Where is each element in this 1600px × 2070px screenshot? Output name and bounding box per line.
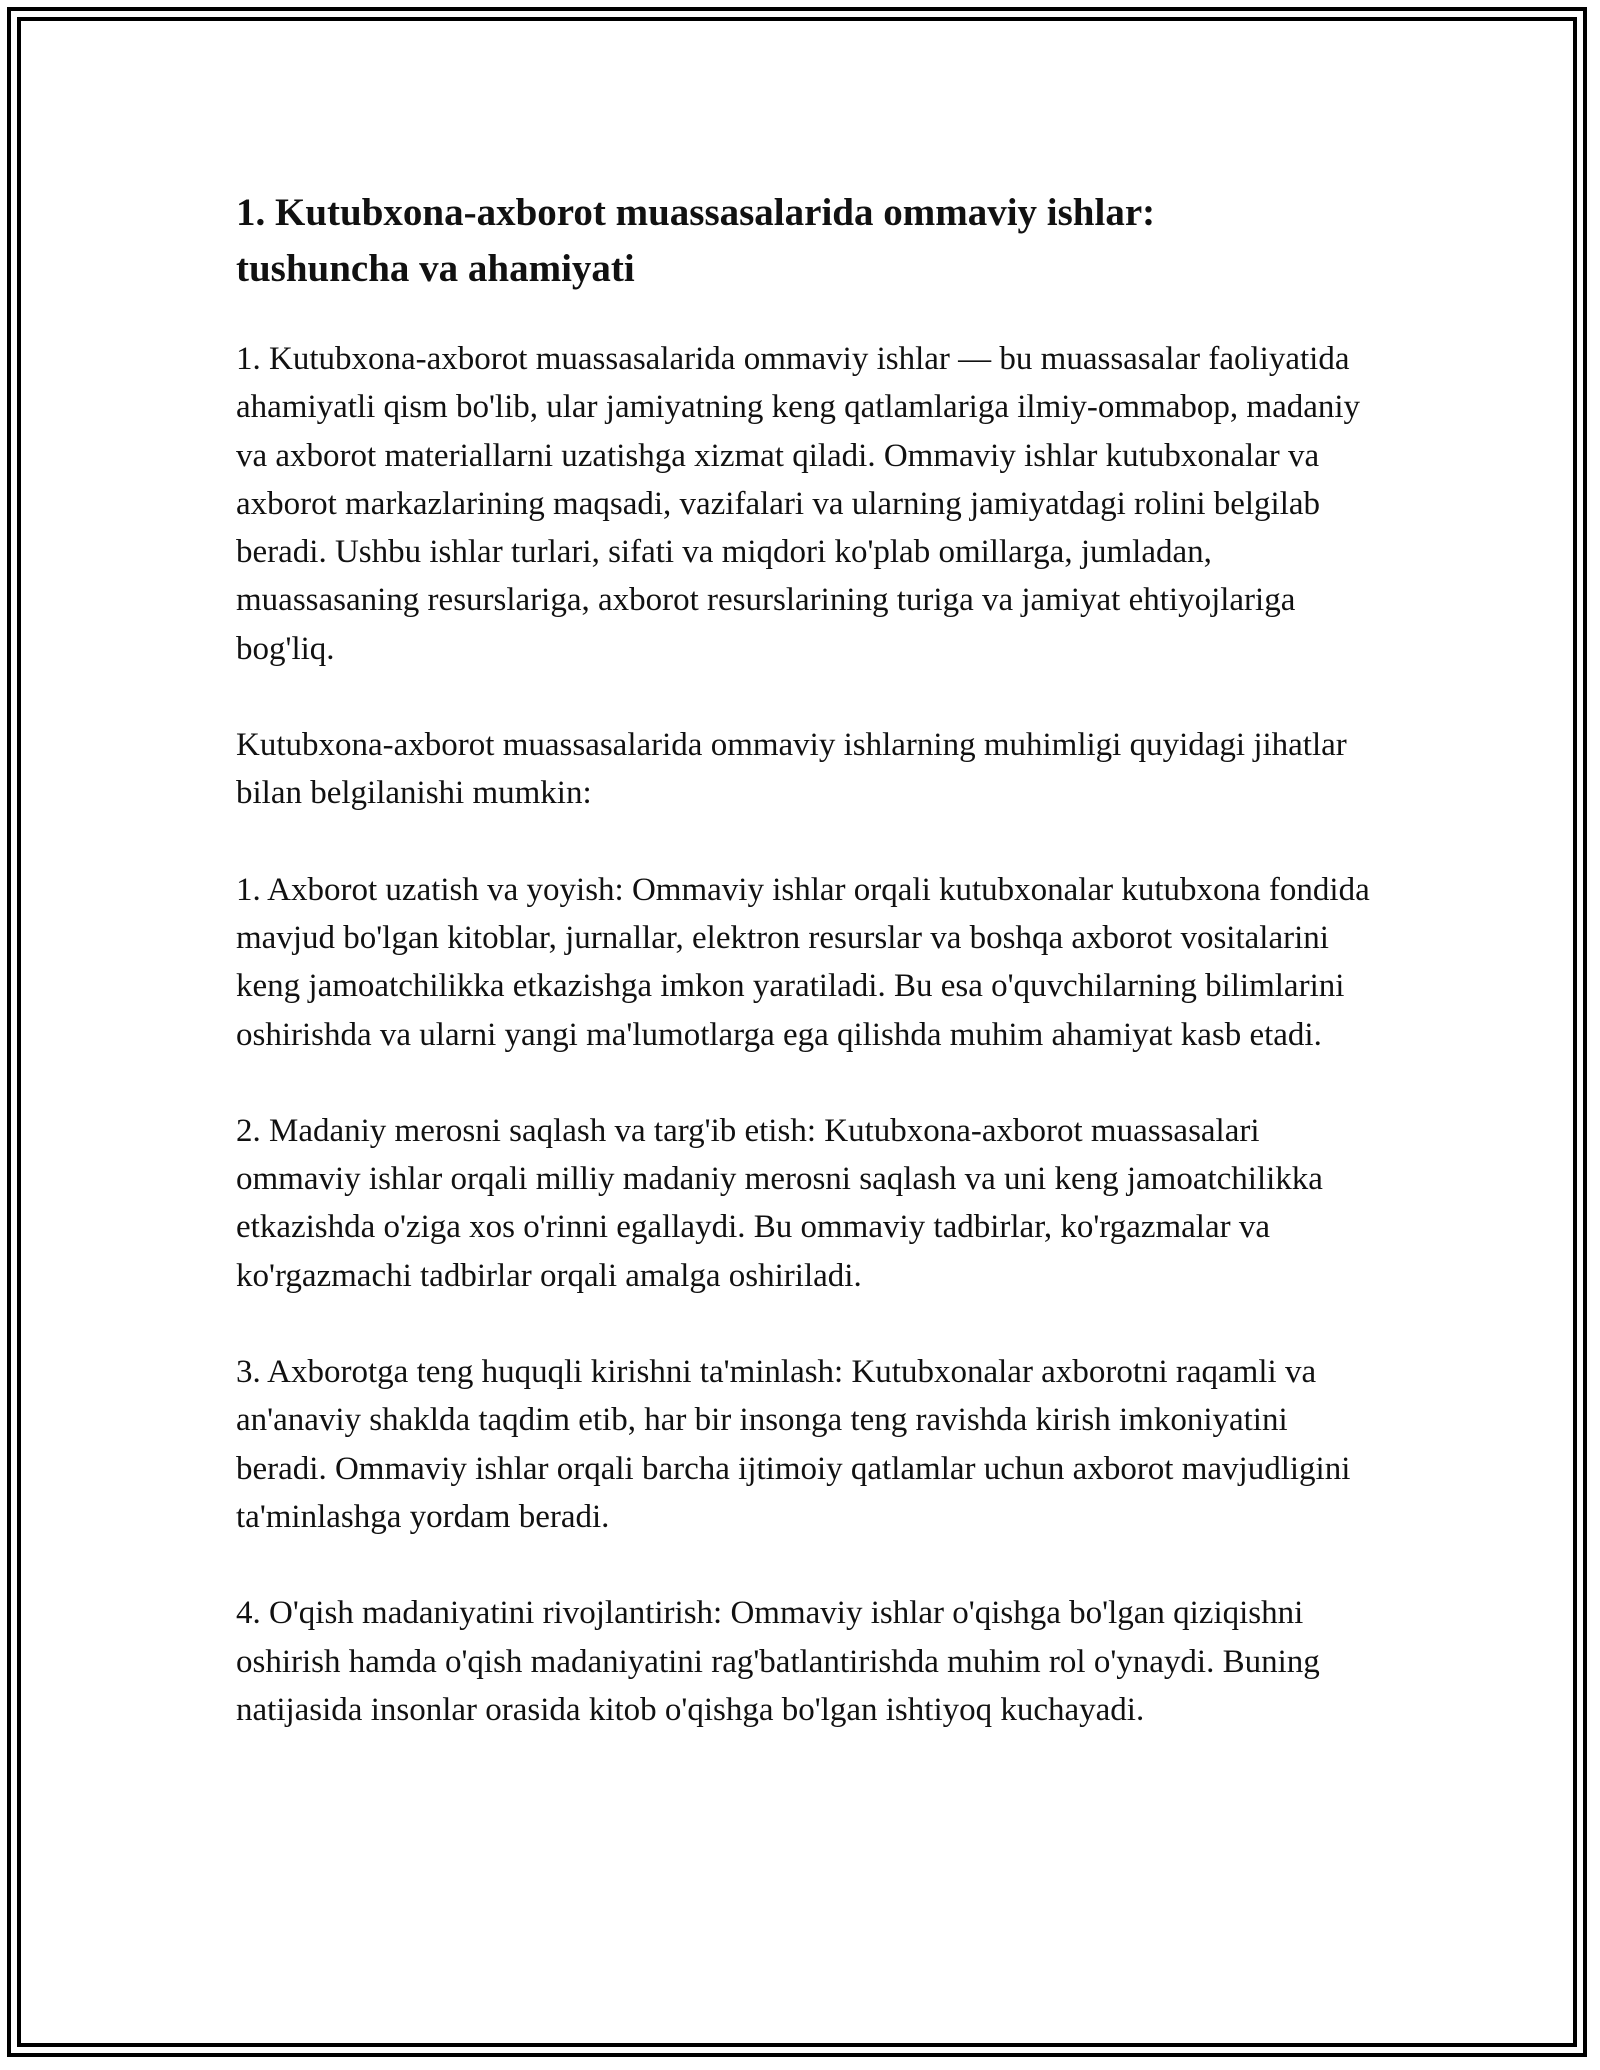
document-title-line-2: tushuncha va ahamiyati (236, 247, 635, 290)
paragraph-point-2: 2. Madaniy merosni saqlash va targ'ib etish: Kutubxona-axborot muassasalari ommaviy ishlar orqali milliy madaniy merosni saqlash va uni keng jamoatchilikka etkazishda o'ziga xos o'rinni egallaydi. Bu ommaviy tadbirlar, ko'rgazmalar va ko'rgazmachi tadbirlar orqali amalga oshiriladi. (236, 1112, 1323, 1294)
document-body (236, 185, 1376, 1782)
document-title (236, 185, 1376, 297)
paragraph-point-3: 3. Axborotga teng huquqli kirishni ta'minlash: Kutubxonalar axborotni raqamli va an'anaviy shaklda taqdim etib, har bir insonga teng ravishda kirish imkoniyatini beradi. Ommaviy ishlar orqali barcha ijtimoiy qatlamlar uchun axborot mavjudligini ta'minlashga yordam beradi. (236, 1354, 1351, 1535)
paragraph-importance-lead: Kutubxona-axborot muassasalarida ommaviy ishlarning muhimligi quyidagi jihatlar bilan belgilanishi mumkin: (236, 727, 1347, 812)
paragraph-point-1: 1. Axborot uzatish va yoyish: Ommaviy ishlar orqali kutubxonalar kutubxona fondida mavjud bo'lgan kitoblar, jurnallar, elektron resurslar va boshqa axborot vositalarini keng jamoatchilikka etkazishga imkon yaratiladi. Bu esa o'quvchilarning bilimlarini oshirishda va ularni yangi ma'lumotlarga ega qilishda muhim ahamiyat kasb etadi. (236, 871, 1370, 1053)
document-title-line-1: 1. Kutubxona-axborot muassasalarida ommaviy ishlar: (236, 191, 1156, 234)
paragraph-point-4: 4. O'qish madaniyatini rivojlantirish: Ommaviy ishlar o'qishga bo'lgan qiziqishni oshirish hamda o'qish madaniyatini rag'batlantirishda muhim rol o'ynaydi. Buning natijasida insonlar orasida kitob o'qishga bo'lgan ishtiyoq kuchayadi. (236, 1595, 1320, 1728)
paragraph-intro: 1. Kutubxona-axborot muassasalarida ommaviy ishlar — bu muassasalar faoliyatida ahamiyatli qism bo'lib, ular jamiyatning keng qatlamlariga ilmiy-ommabop, madaniy va axborot materiallarni uzatishga xizmat qiladi. Ommaviy ishlar kutubxonalar va axborot markazlarining maqsadi, vazifalari va ularning jamiyatdagi rolini belgilab beradi. Ushbu ishlar turlari, sifati va miqdori ko'plab omillarga, jumladan, muassasaning resurslariga, axborot resurslarining turiga va jamiyat ehtiyojlariga bog'liq. (236, 341, 1361, 667)
